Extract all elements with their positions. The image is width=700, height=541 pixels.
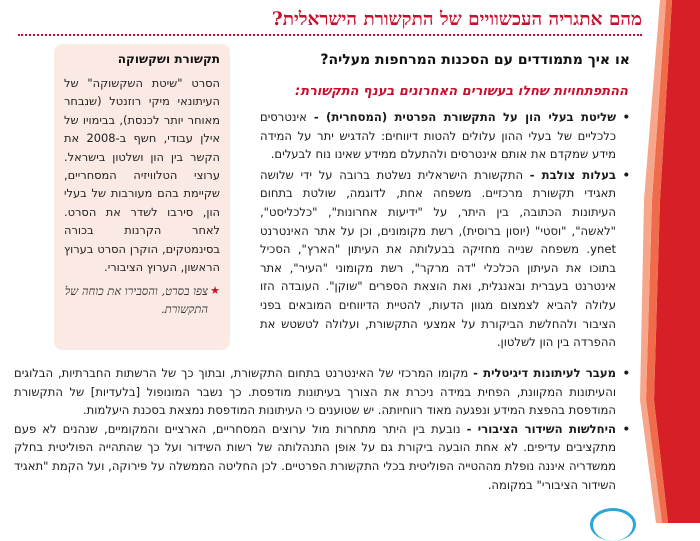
star-icon: ★ (210, 284, 220, 298)
sidebar-text: הסרט "שיטת השקשוקה" של העיתונאי מיקי רוזנטל (שנבחר מאוחר יותר לכנסת), בבימויו של אילן עבודי, חשף ב-2008 את הקשר בין הון ושלטון בישראל. ערוצי הטלוויזיה המסחריים, שקיימת בהם מעורבות של בעלי הון, סירבו לשדר את הסרט. לאחר הקרנות בכורה בסינמטקים, הוקרן הסרט בערוץ הראשון, הערוץ הציבורי. (64, 76, 220, 275)
bullet-item (14, 420, 630, 494)
bullet-lead: היחלשות השידור הציבורי - (466, 421, 616, 436)
section-heading: ההתפתחויות שחלו בעשורים האחרונים בענף התקשורת: (295, 84, 628, 99)
sidebar-task (64, 282, 220, 318)
bullet-lead: מעבר לעיתונות דיגיטלית - (473, 366, 616, 380)
bullet-text: אינטרסים כלכליים של בעלי ההון עלולים להטות דיווחים: להדגיש יתר על המידה מידע שמקדם את אותם אינטרסים ולהתעלם ממידע שאינו נוח לבעלים. (260, 110, 616, 162)
sidebar-task-text: צפו בסרט, והסבירו את כוחה של התקשורת. (64, 284, 208, 317)
sidebar-title: תקשורת ושקשוקה (117, 52, 220, 66)
sidebar-box (54, 44, 230, 350)
bullet-lead: שליטת בעלי הון על התקשורת הפרטית (המסחרית) - (313, 110, 616, 124)
bullet-item (260, 166, 630, 352)
page-title: מהם אתגריה העכשוויים של התקשורת הישראלית? (271, 9, 642, 30)
bullet-text: התקשורת הישראלית נשלטת ברובה על ידי שלושה תאגידי תקשורת מרכזיים. משפחה אחת, לדוגמה, שולטת בתחום העיתונות הכתובה, בין היתר, על "ידיעות אחרונות", "כלכליסט", "לאשה", "וסטי" (יוסון ברוסית), רשת מקומונים, וכן על אתר האינטרנט ynet. משפחה שנייה מחזיקה בבעלותה את העיתון "הארץ", הסכיל בתוכו את העיתון הכלכלי "דה מרקר", רשת מקומוני "העיר", אתר אינטרנט בעברית ובאנגלית, ואת הוצאת הספרים "שוקן". העובדה הזו עלולה להביא לצמצום מגוון הדעות, להטיית הדיווחים המובאים בפני הציבור ולהחלשת הביקורת על אמצעי התקשורת, ועלולה לטשטש את ההפרדה בין הון לשלטון. (260, 167, 616, 350)
main-text-wide (14, 364, 630, 494)
subtitle: או איך מתמודדים עם הסכנות המרחפות מעליה? (320, 52, 630, 68)
bullet-lead: בעלות צולבת - (529, 167, 616, 182)
bullet-item (14, 364, 630, 420)
main-text (260, 108, 630, 352)
corner-logo-icon (590, 508, 636, 541)
bullet-text: נובעת בין היתר מתחרות מול ערוצים המסחריים, הארציים והמקומיים, שנהנים לא פעם מתקציבים עדיפים. לא אחת הובעה ביקורת גם על אופן התנהלותה של רשות השידור ועל כך שהתהייה הפוליטית בחלק ממשדריה איננה נופלת מההטייה הפוליטית בכלי התקשורת הפרטיים. לכן החליטה הממשלה על פירוקה, ועל הקמת "תאגיד השידור הציבורי" במקומה. (14, 421, 616, 492)
red-ribbon-decoration (640, 0, 700, 523)
bullet-text: מקומו המרכזי של האינטרנט בתחום התקשורת, ובתוך כך של הרשתות החברתיות, הבלוגים והעיתונות המקוונת, הפחית במידה ניכרת את הצורך בעיתונות מודפסת. כך נשבר המונופול [בלעדיות] של התקשורת המודפסת בהפצת המידע ונפגעה מאוד רווחיותה. יש שטוענים כי העיתונות המודפסת נמצאת בסכנת היעלמות. (14, 366, 616, 418)
bullet-item (260, 108, 630, 164)
title-divider (18, 34, 642, 36)
